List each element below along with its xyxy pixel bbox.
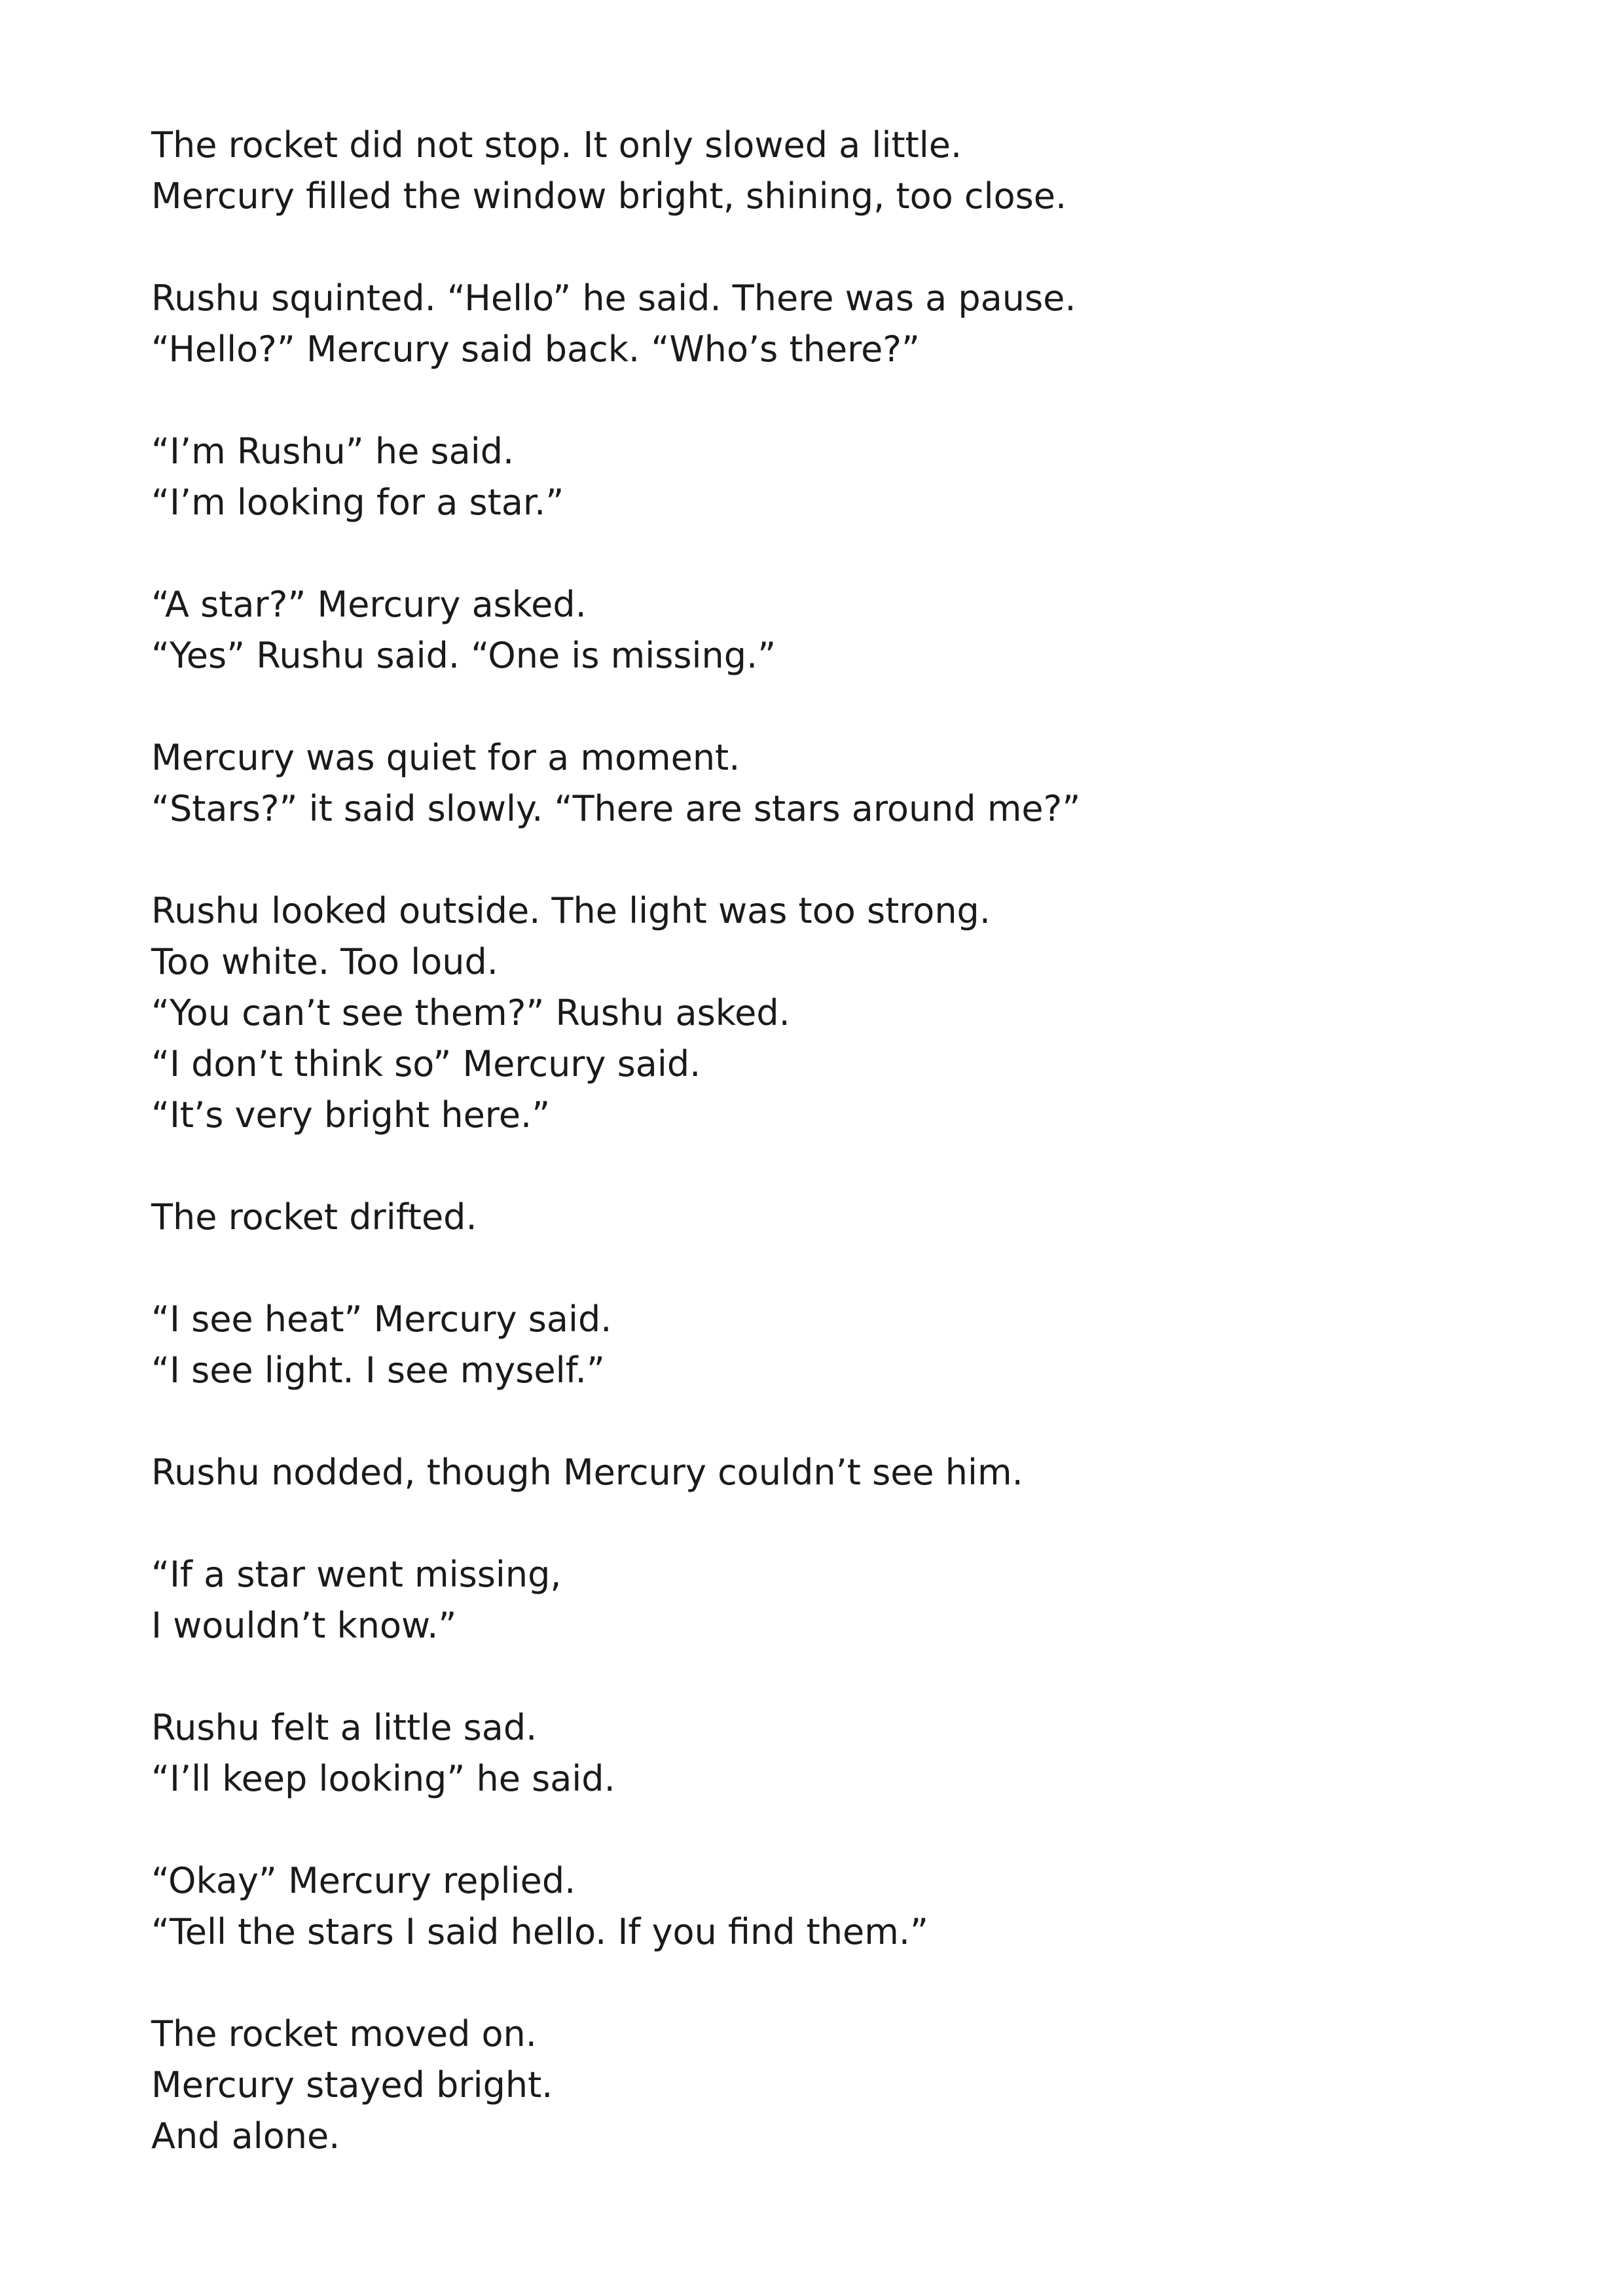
text-line: Mercury stayed bright. <box>151 2064 553 2106</box>
story-text <box>151 120 1461 2162</box>
text-line: “I don’t think so” Mercury said. <box>151 1043 701 1085</box>
text-line: Mercury filled the window bright, shining, too close. <box>151 175 1067 217</box>
text-line: “A star?” Mercury asked. <box>151 584 587 625</box>
text-line: Too white. Too loud. <box>151 941 498 982</box>
text-line: “Tell the stars I said hello. If you find them.” <box>151 1911 929 1952</box>
text-line: Mercury was quiet for a moment. <box>151 737 740 778</box>
stanza <box>151 2009 1461 2162</box>
text-line: “I’ll keep looking” he said. <box>151 1758 615 1799</box>
stanza <box>151 273 1461 375</box>
text-line: “It’s very bright here.” <box>151 1094 551 1136</box>
stanza <box>151 1856 1461 1958</box>
text-line: I wouldn’t know.” <box>151 1605 457 1646</box>
text-line: Rushu looked outside. The light was too strong. <box>151 890 991 931</box>
text-line: “Hello?” Mercury said back. “Who’s there?” <box>151 329 920 370</box>
stanza <box>151 732 1461 834</box>
stanza <box>151 579 1461 681</box>
text-line: Rushu nodded, though Mercury couldn’t see him. <box>151 1452 1023 1493</box>
text-line: And alone. <box>151 2115 340 2157</box>
stanza <box>151 426 1461 528</box>
text-line: “Stars?” it said slowly. “There are stars around me?” <box>151 788 1081 829</box>
text-line: “I see light. I see myself.” <box>151 1350 605 1391</box>
stanza <box>151 1294 1461 1396</box>
text-line: “I’m looking for a star.” <box>151 482 564 523</box>
stanza <box>151 1192 1461 1243</box>
text-line: “You can’t see them?” Rushu asked. <box>151 992 790 1033</box>
text-line: “If a star went missing, <box>151 1554 562 1595</box>
stanza <box>151 1549 1461 1651</box>
text-line: The rocket moved on. <box>151 2013 537 2054</box>
text-line: “Yes” Rushu said. “One is missing.” <box>151 635 776 676</box>
stanza <box>151 886 1461 1141</box>
text-line: “Okay” Mercury replied. <box>151 1860 576 1901</box>
text-line: The rocket did not stop. It only slowed a little. <box>151 124 962 166</box>
stanza <box>151 1702 1461 1804</box>
stanza <box>151 120 1461 222</box>
stanza <box>151 1447 1461 1498</box>
text-line: “I’m Rushu” he said. <box>151 431 515 472</box>
text-line: Rushu squinted. “Hello” he said. There was a pause. <box>151 278 1076 319</box>
text-line: The rocket drifted. <box>151 1196 477 1238</box>
text-line: Rushu felt a little sad. <box>151 1707 538 1748</box>
text-line: “I see heat” Mercury said. <box>151 1299 612 1340</box>
